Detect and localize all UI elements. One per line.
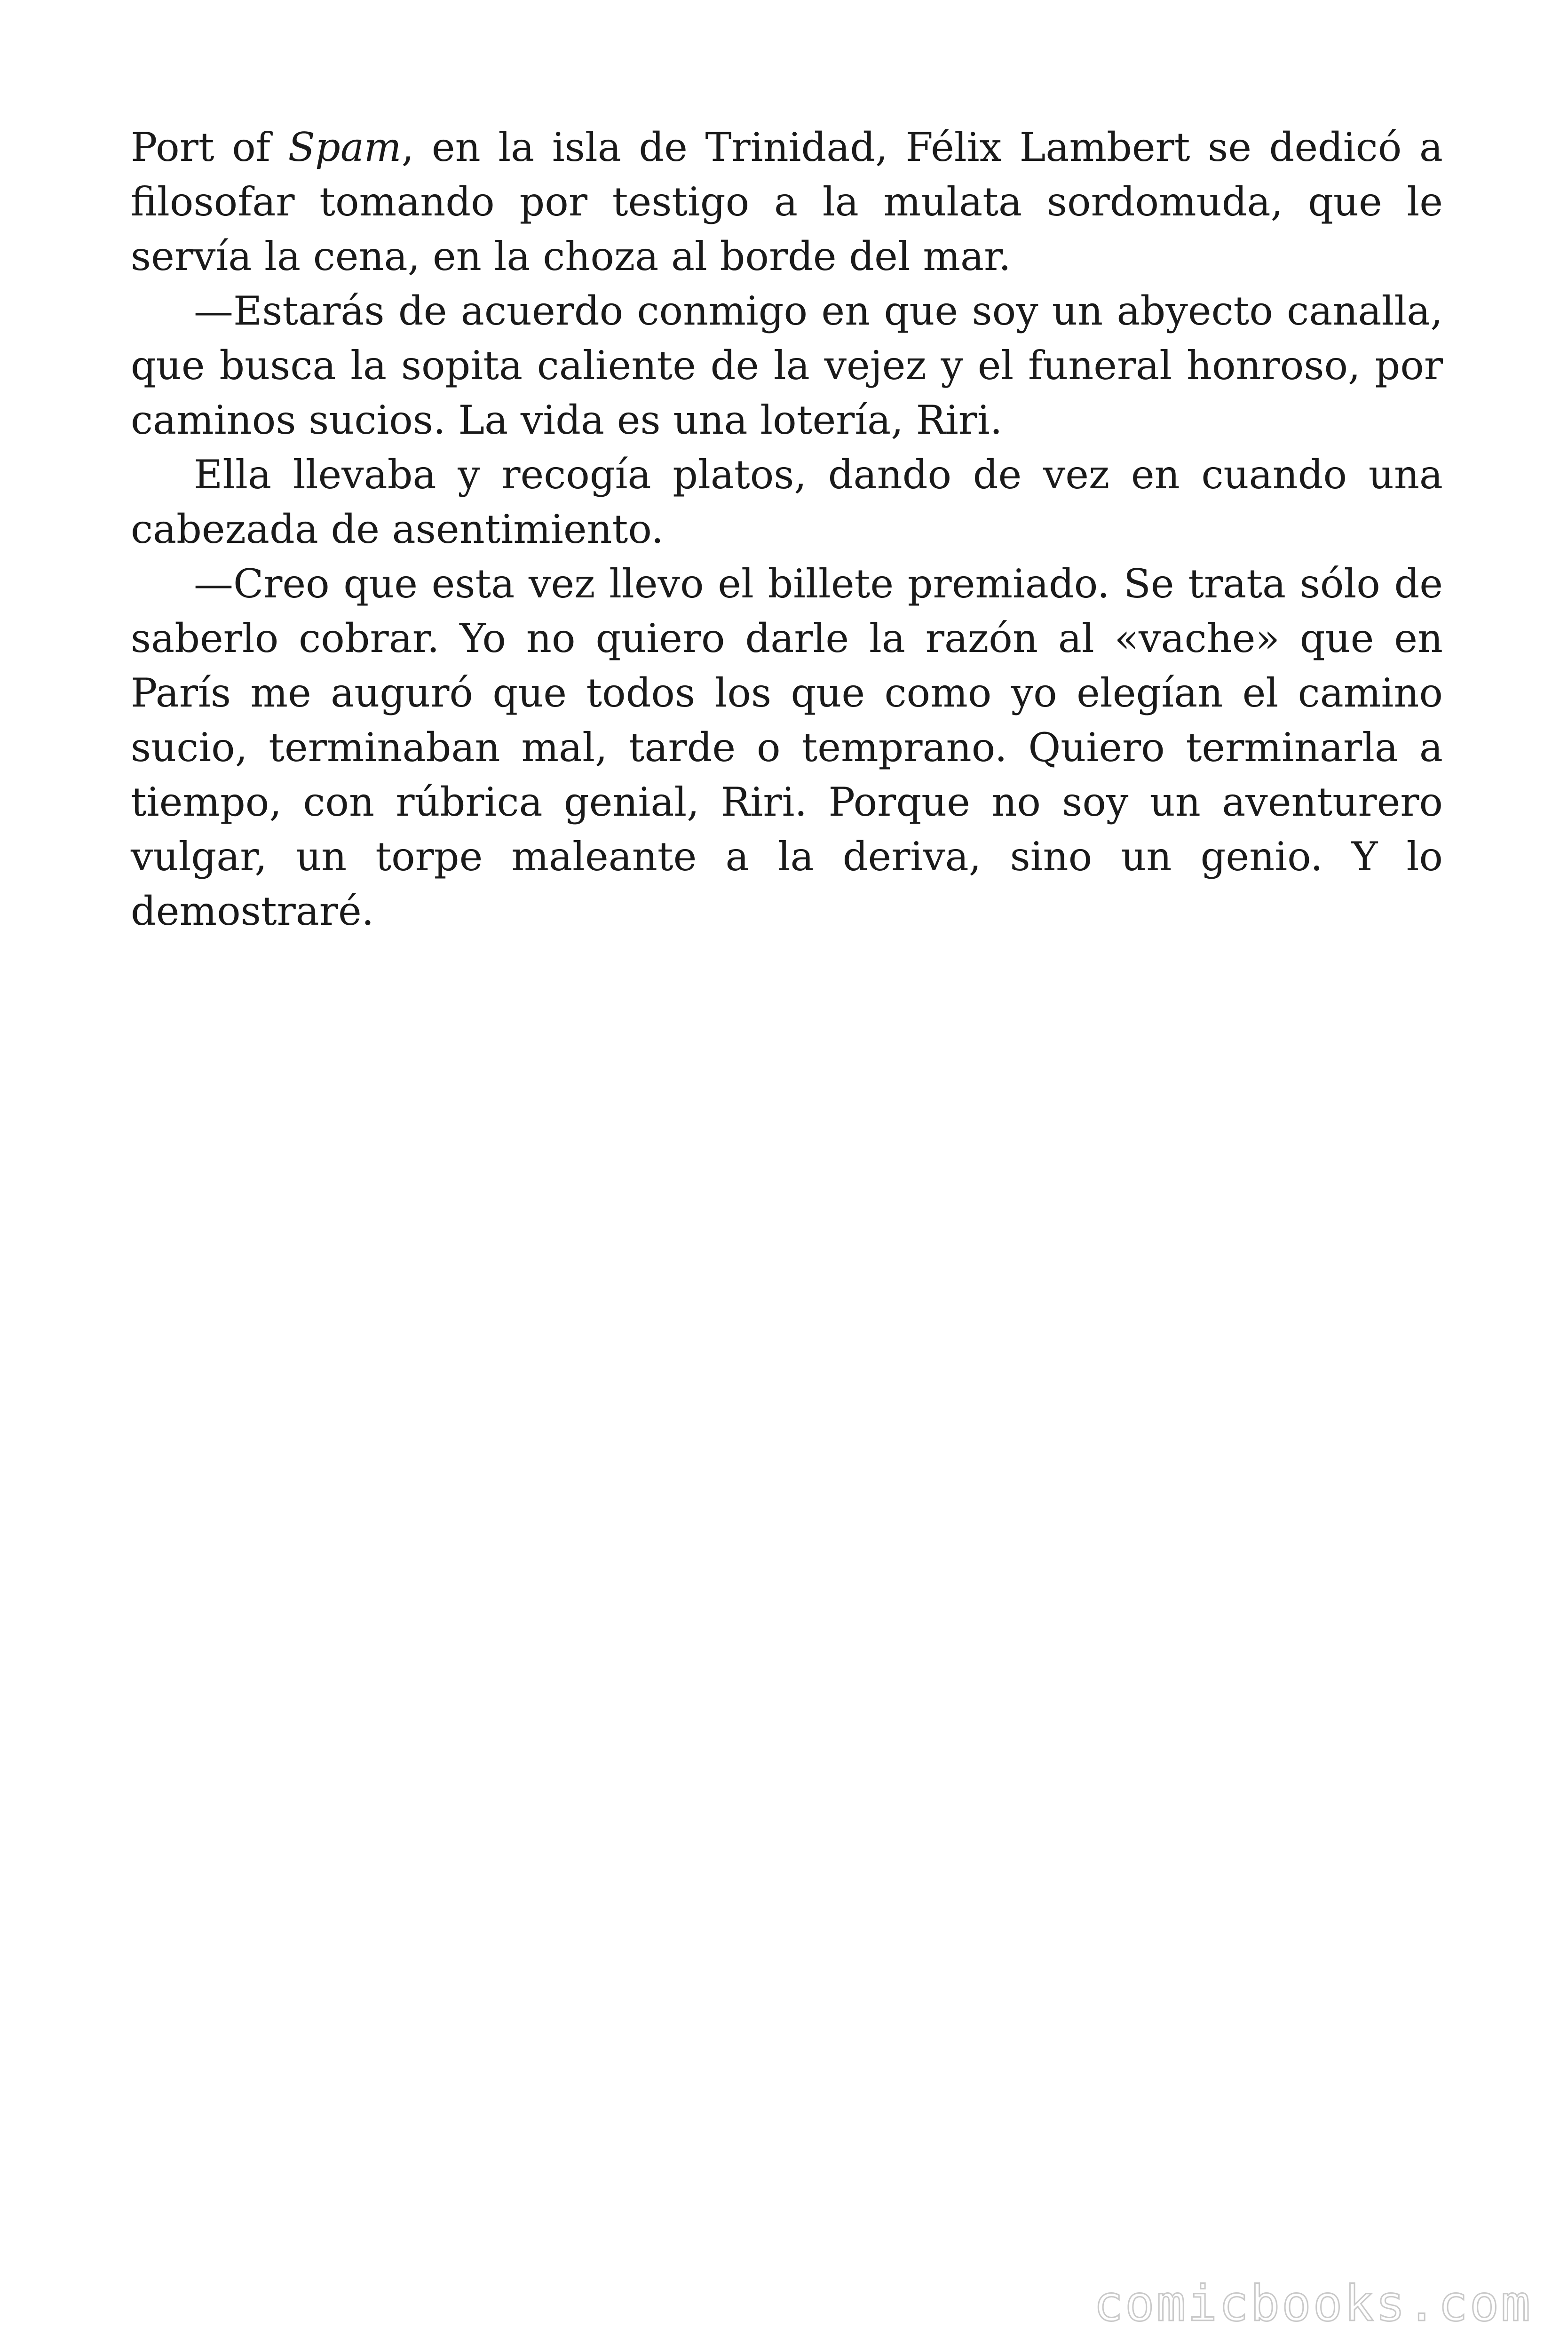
text-segment: —Creo que esta vez llevo el billete premiado. Se trata sólo de saberlo cobrar. Yo no quiero darle la razón al «vache» que en París me auguró que todos los que como yo elegían el camino sucio, terminaban mal, tarde o temprano. Quiero terminarla a tiempo, con rúbrica genial, Riri. Porque no soy un aventurero vulgar, un torpe maleante a la deriva, sino un genio. Y lo demostraré.	[131, 561, 1443, 934]
text-segment: , en la isla de Trinidad, Félix Lambert se dedicó a filosofar tomando por testigo a la mulata sordomuda, que le servía la cena, en la choza al borde del mar.	[131, 124, 1443, 279]
text-segment: Port of	[131, 124, 288, 170]
paragraph-2	[131, 284, 1443, 447]
italic-segment: Spam	[288, 124, 402, 170]
watermark: comicbooks.com	[1093, 2275, 1532, 2332]
text-segment: —Estarás de acuerdo conmigo en que soy un abyecto canalla, que busca la sopita caliente de la vejez y el funeral honroso, por caminos sucios. La vida es una lotería, Riri.	[131, 288, 1443, 443]
paragraph-1	[131, 120, 1443, 284]
paragraph-3	[131, 447, 1443, 556]
paragraph-4	[131, 556, 1443, 938]
text-segment: Ella llevaba y recogía platos, dando de vez en cuando una cabezada de asentimiento.	[131, 452, 1443, 552]
body-text	[131, 120, 1443, 938]
